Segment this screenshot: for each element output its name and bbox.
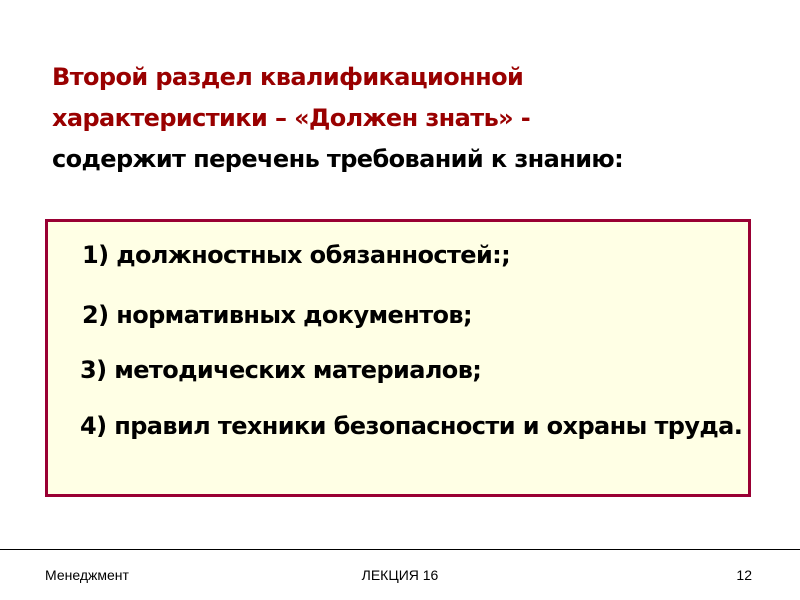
list-item: 1) должностных обязанностей:;: [82, 241, 511, 269]
page-number: 12: [736, 567, 752, 583]
list-item: 4) правил техники безопасности и охраны труда.: [80, 412, 743, 440]
heading-line-3: содержит перечень требований к знанию:: [52, 145, 624, 173]
heading-line-1: Второй раздел квалификационной: [52, 63, 524, 91]
heading-line-2: характеристики – «Должен знать» -: [52, 104, 531, 132]
requirements-box: [45, 219, 751, 497]
list-item: 3) методических материалов;: [80, 356, 482, 384]
footer-course-name: Менеджмент: [45, 567, 129, 583]
footer-divider: [0, 549, 800, 550]
footer-lecture-title: ЛЕКЦИЯ 16: [361, 567, 439, 583]
list-item: 2) нормативных документов;: [82, 301, 472, 329]
slide-heading: [52, 57, 752, 180]
